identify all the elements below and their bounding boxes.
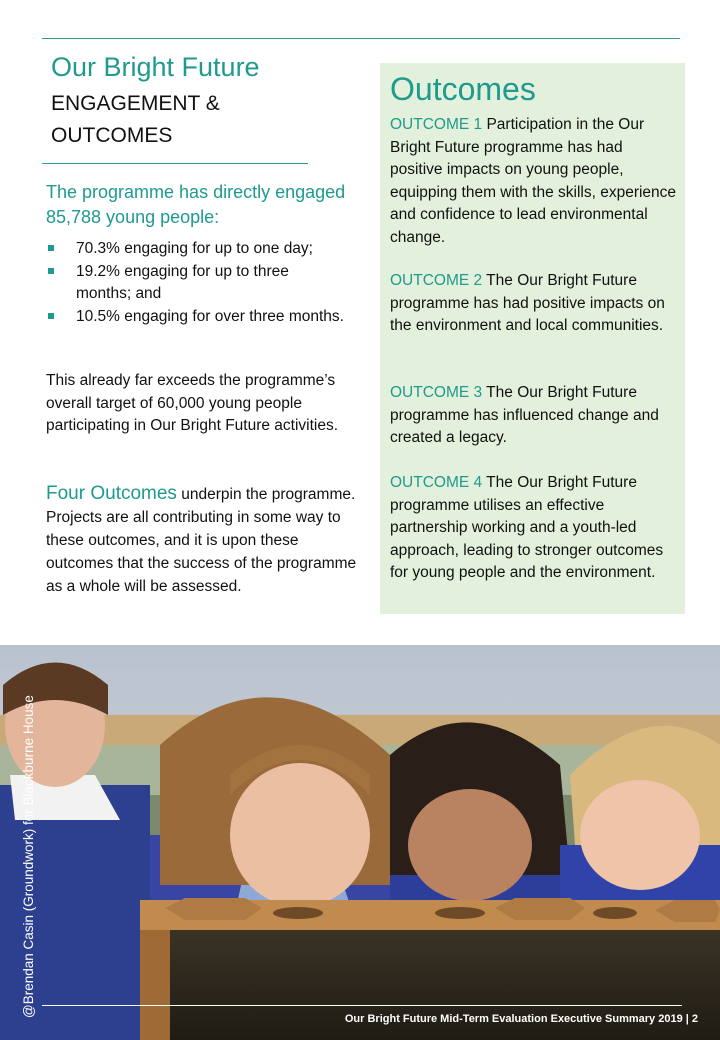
outcome-label: OUTCOME 1 bbox=[390, 116, 483, 133]
outcome-2 bbox=[390, 270, 678, 338]
outcome-label: OUTCOME 2 bbox=[390, 272, 483, 289]
outcome-text: The Our Bright Future programme utilises an effective partnership working and a youth-led approach, leading to stronger outcomes for young people and the environment. bbox=[390, 474, 664, 581]
outcomes-heading: Outcomes bbox=[390, 71, 536, 107]
outcome-text: The Our Bright Future programme has had positive impacts on the environment and local communities. bbox=[390, 272, 665, 334]
outcome-label: OUTCOME 4 bbox=[390, 474, 483, 491]
outcome-3 bbox=[390, 382, 678, 450]
children-photo bbox=[0, 645, 720, 1040]
bullet-item: 10.5% engaging for over three months. bbox=[46, 306, 346, 329]
target-paragraph: This already far exceeds the programme’s overall target of 60,000 young people participating in Our Bright Future activities. bbox=[46, 372, 339, 434]
footer-text: Our Bright Future Mid-Term Evaluation Executive Summary 2019 | 2 bbox=[344, 1013, 698, 1025]
photo-illustration bbox=[0, 645, 720, 1040]
outcome-4 bbox=[390, 472, 678, 585]
outcome-text: The Our Bright Future programme has influenced change and created a legacy. bbox=[390, 384, 659, 446]
title-underline bbox=[42, 163, 308, 164]
page-title: Our Bright Future bbox=[51, 52, 260, 82]
outcome-label: OUTCOME 3 bbox=[390, 384, 483, 401]
bullet-item: 70.3% engaging for up to one day; bbox=[46, 238, 346, 261]
engagement-bullets bbox=[46, 238, 346, 328]
four-outcomes-paragraph bbox=[46, 482, 358, 598]
outcome-text: Participation in the Our Bright Future programme has had positive impacts on young people, equipping them with the skills, experience and confidence to lead environmental change. bbox=[390, 116, 677, 246]
four-outcomes-highlight: Four Outcomes bbox=[46, 483, 177, 504]
top-rule bbox=[42, 38, 680, 39]
footer-rule bbox=[42, 1005, 682, 1006]
bullet-item: 19.2% engaging for up to three months; and bbox=[46, 261, 346, 306]
outcomes-panel bbox=[380, 63, 685, 614]
page-subtitle: ENGAGEMENT & OUTCOMES bbox=[51, 92, 220, 147]
outcome-1 bbox=[390, 114, 678, 249]
engagement-intro: The programme has directly engaged 85,788 young people: bbox=[46, 182, 346, 227]
photo-credit: @Brendan Casin (Groundwork) for Blackburne House bbox=[21, 695, 36, 1018]
four-outcomes-text: underpin the programme. Projects are all contributing in some way to these outcomes, and it is upon these outcomes that the success of the programme as a whole will be assessed. bbox=[46, 486, 357, 595]
